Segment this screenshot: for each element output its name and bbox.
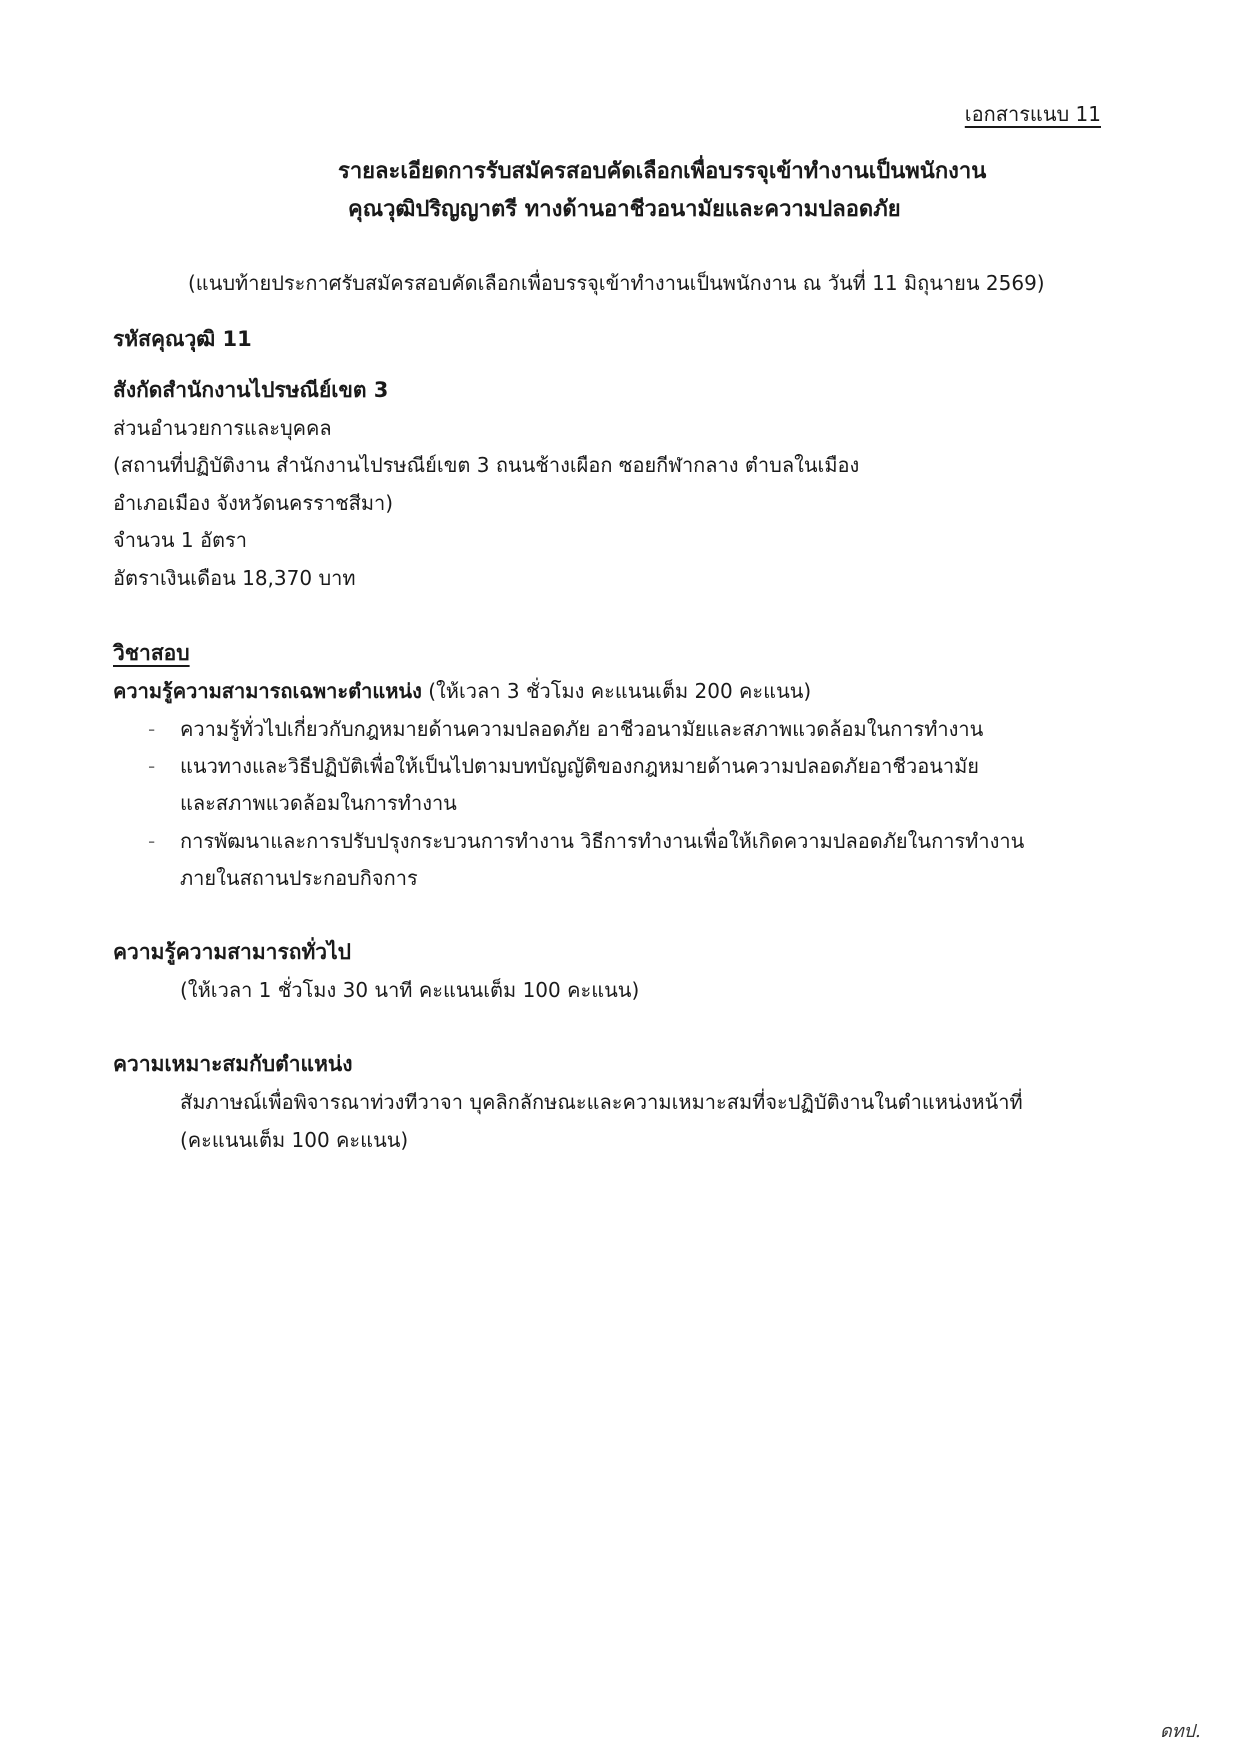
bullet-dash: - (148, 717, 156, 741)
specific-bullet-1: ความรู้ทั่วไปเกี่ยวกับกฎหมายด้านความปลอดภัย อาชีวอนามัยและสภาพแวดล้อมในการทำงาน (180, 717, 984, 741)
location-line2: อำเภอเมือง จังหวัดนครราชสีมา) (113, 491, 394, 515)
specific-bullet-3-line1: การพัฒนาและการปรับปรุงกระบวนการทำงาน วิธีการทำงานเพื่อให้เกิดความปลอดภัยในการทำงาน (180, 829, 1025, 853)
exam-subjects-heading: วิชาสอบ (113, 641, 190, 665)
location-line1: (สถานที่ปฏิบัติงาน สำนักงานไปรษณีย์เขต 3 ถนนช้างเผือก ซอยกีฬากลาง ตำบลในเมือง (113, 453, 860, 477)
suitability-detail-line2: (คะแนนเต็ม 100 คะแนน) (180, 1128, 409, 1152)
bullet-dash: - (148, 754, 156, 778)
specific-knowledge-heading (113, 681, 811, 701)
specific-knowledge-detail: (ให้เวลา 3 ชั่วโมง คะแนนเต็ม 200 คะแนน) (421, 679, 812, 703)
general-knowledge-detail: (ให้เวลา 1 ชั่วโมง 30 นาที คะแนนเต็ม 100 คะแนน) (180, 978, 640, 1002)
specific-bullet-2-line2: และสภาพแวดล้อมในการทำงาน (180, 791, 457, 815)
position-quantity: จำนวน 1 อัตรา (113, 528, 247, 552)
department: ส่วนอำนวยการและบุคคล (113, 416, 332, 440)
monthly-salary: อัตราเงินเดือน 18,370 บาท (113, 566, 356, 590)
appendix-note: (แนบท้ายประกาศรับสมัครสอบคัดเลือกเพื่อบรรจุเข้าทำงานเป็นพนักงาน ณ วันที่ 11 มิถุนายน 2569) (188, 271, 1045, 295)
specific-bullet-3-line2: ภายในสถานประกอบกิจการ (180, 866, 418, 890)
office-heading: สังกัดสำนักงานไปรษณีย์เขต 3 (113, 378, 389, 402)
signature-initials: ดทป. (1160, 1721, 1201, 1742)
general-knowledge-heading: ความรู้ความสามารถทั่วไป (113, 940, 351, 964)
document-title-line2: คุณวุฒิปริญญาตรี ทางด้านอาชีวอนามัยและความปลอดภัย (348, 197, 901, 222)
suitability-heading: ความเหมาะสมกับตำแหน่ง (113, 1052, 353, 1076)
specific-knowledge-title: ความรู้ความสามารถเฉพาะตำแหน่ง (113, 679, 422, 703)
specific-bullet-2-line1: แนวทางและวิธีปฏิบัติเพื่อให้เป็นไปตามบทบัญญัติของกฎหมายด้านความปลอดภัยอาชีวอนามัย (180, 754, 980, 778)
suitability-detail-line1: สัมภาษณ์เพื่อพิจารณาท่วงทีวาจา บุคลิกลักษณะและความเหมาะสมที่จะปฏิบัติงานในตำแหน่งหน้าที่ (180, 1090, 1023, 1114)
qualification-code: รหัสคุณวุฒิ 11 (113, 327, 252, 351)
attachment-label: เอกสารแนบ 11 (964, 102, 1101, 126)
bullet-dash: - (148, 829, 156, 853)
document-title-line1: รายละเอียดการรับสมัครสอบคัดเลือกเพื่อบรรจุเข้าทำงานเป็นพนักงาน (338, 159, 987, 184)
